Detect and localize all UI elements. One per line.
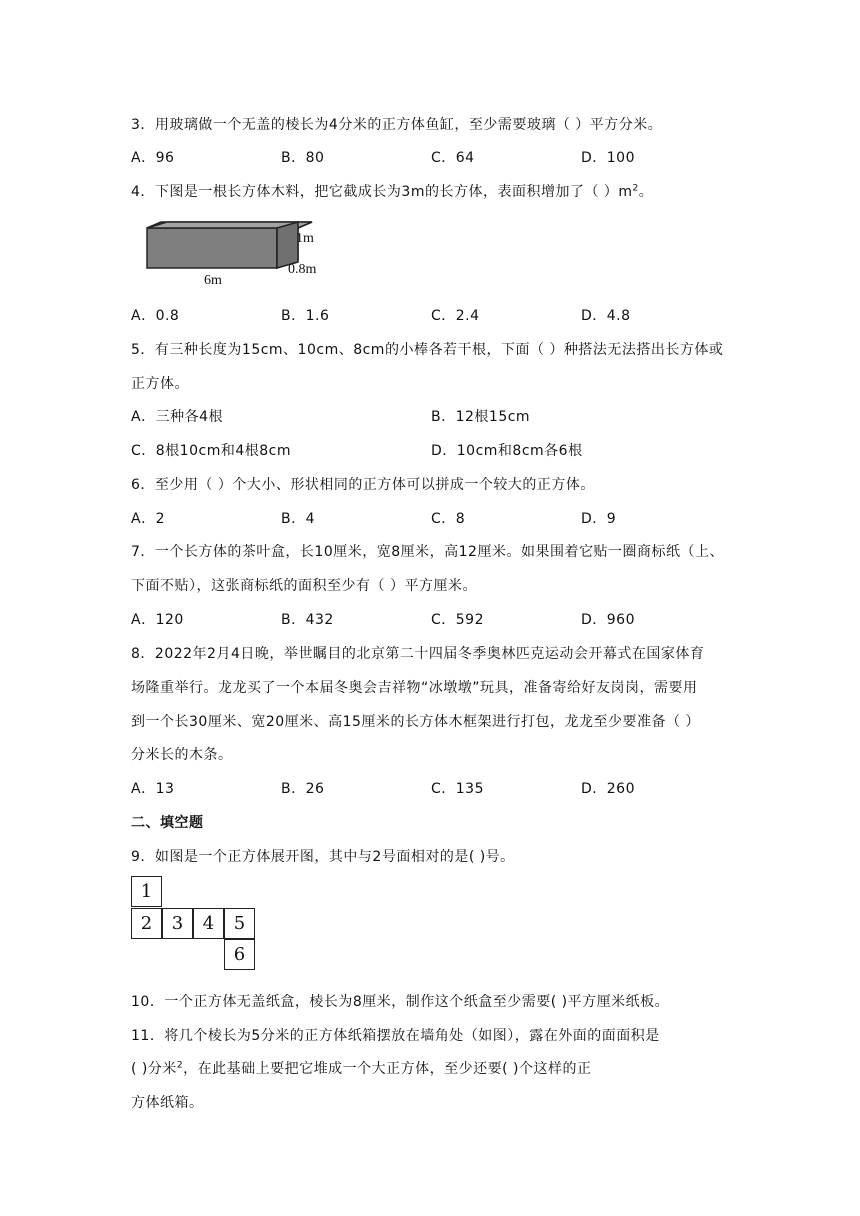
- q8-line4: 分米长的木条。: [131, 747, 233, 763]
- q3-option-b: B．80: [281, 150, 325, 166]
- net-face-6: 6: [224, 939, 255, 970]
- q5-option-c: C．8根10cm和4根8cm: [131, 443, 291, 459]
- q8-line3: 到一个长30厘米、宽20厘米、高15厘米的长方体木框架进行打包，龙龙至少要准备（ ）: [131, 714, 700, 730]
- q4-option-a: A．0.8: [131, 308, 180, 324]
- cube-net-figure: [131, 876, 259, 974]
- q5-option-b: B．12根15cm: [431, 409, 531, 425]
- cuboid-figure: [140, 220, 330, 290]
- q8-option-d: D．260: [581, 781, 636, 797]
- length-label: 6m: [204, 273, 222, 288]
- q7-option-c: C．592: [431, 612, 484, 628]
- q10-text: 10．一个正方体无盖纸盒，棱长为8厘米，制作这个纸盒至少需要( )平方厘米纸板。: [131, 994, 670, 1010]
- q4-option-d: D．4.8: [581, 308, 631, 324]
- q9-text: 9．如图是一个正方体展开图，其中与2号面相对的是( )号。: [131, 849, 515, 865]
- q8-option-c: C．135: [431, 781, 484, 797]
- q5-option-d: D．10cm和8cm各6根: [431, 443, 583, 459]
- q4-option-b: B．1.6: [281, 308, 330, 324]
- q3-text: 3．用玻璃做一个无盖的棱长为4分米的正方体鱼缸，至少需要玻璃（ ）平方分米。: [131, 117, 663, 133]
- net-face-1: 1: [131, 876, 162, 907]
- q8-line2: 场隆重举行。龙龙买了一个本届冬奥会吉祥物“冰墩墩”玩具，准备寄给好友岗岗，需要用: [131, 680, 698, 696]
- height-label: 1m: [296, 231, 314, 246]
- q7-option-b: B．432: [281, 612, 334, 628]
- q6-text: 6．至少用（ ）个大小、形状相同的正方体可以拼成一个较大的正方体。: [131, 477, 595, 493]
- net-face-2: 2: [131, 908, 162, 939]
- q4-option-c: C．2.4: [431, 308, 480, 324]
- net-face-5: 5: [224, 908, 255, 939]
- width-label: 0.8m: [288, 262, 317, 277]
- q8-option-a: A．13: [131, 781, 175, 797]
- q11-line1: 11．将几个棱长为5分米的正方体纸箱摆放在墙角处（如图），露在外面的面面积是: [131, 1028, 660, 1044]
- q5-line1: 5．有三种长度为15cm、10cm、8cm的小棒各若干根，下面（ ）种搭法无法搭出长方体或: [131, 342, 724, 358]
- q7-option-d: D．960: [581, 612, 636, 628]
- q6-option-b: B．4: [281, 511, 316, 527]
- q5-option-a: A．三种各4根: [131, 409, 223, 425]
- q6-option-c: C．8: [431, 511, 466, 527]
- q7-option-a: A．120: [131, 612, 184, 628]
- q3-option-c: C．64: [431, 150, 475, 166]
- section-heading: 二、填空题: [131, 815, 204, 831]
- q3-option-d: D．100: [581, 150, 636, 166]
- q7-line2: 下面不贴），这张商标纸的面积至少有（ ）平方厘米。: [131, 578, 477, 594]
- q6-option-a: A．2: [131, 511, 165, 527]
- q4-text: 4．下图是一根长方体木料，把它截成长为3m的长方体，表面积增加了（ ）$m^2$。: [131, 183, 654, 200]
- q8-option-b: B．26: [281, 781, 325, 797]
- cuboid-front-face: [147, 228, 277, 268]
- net-face-3: 3: [162, 908, 193, 939]
- q8-line1: 8．2022年2月4日晚，举世瞩目的北京第二十四届冬季奥林匹克运动会开幕式在国家体育: [131, 646, 705, 662]
- q6-option-d: D．9: [581, 511, 617, 527]
- net-face-4: 4: [193, 908, 224, 939]
- q7-line1: 7．一个长方体的茶叶盒，长10厘米，宽8厘米，高12厘米。如果围着它贴一圈商标纸（上、: [131, 544, 724, 560]
- q11-line3: 方体纸箱。: [131, 1095, 204, 1111]
- q11-line2: ( )分米$^2$，在此基础上要把它堆成一个大正方体，至少还要( )个这样的正: [131, 1060, 592, 1077]
- q3-option-a: A．96: [131, 150, 175, 166]
- q5-line2: 正方体。: [131, 376, 189, 392]
